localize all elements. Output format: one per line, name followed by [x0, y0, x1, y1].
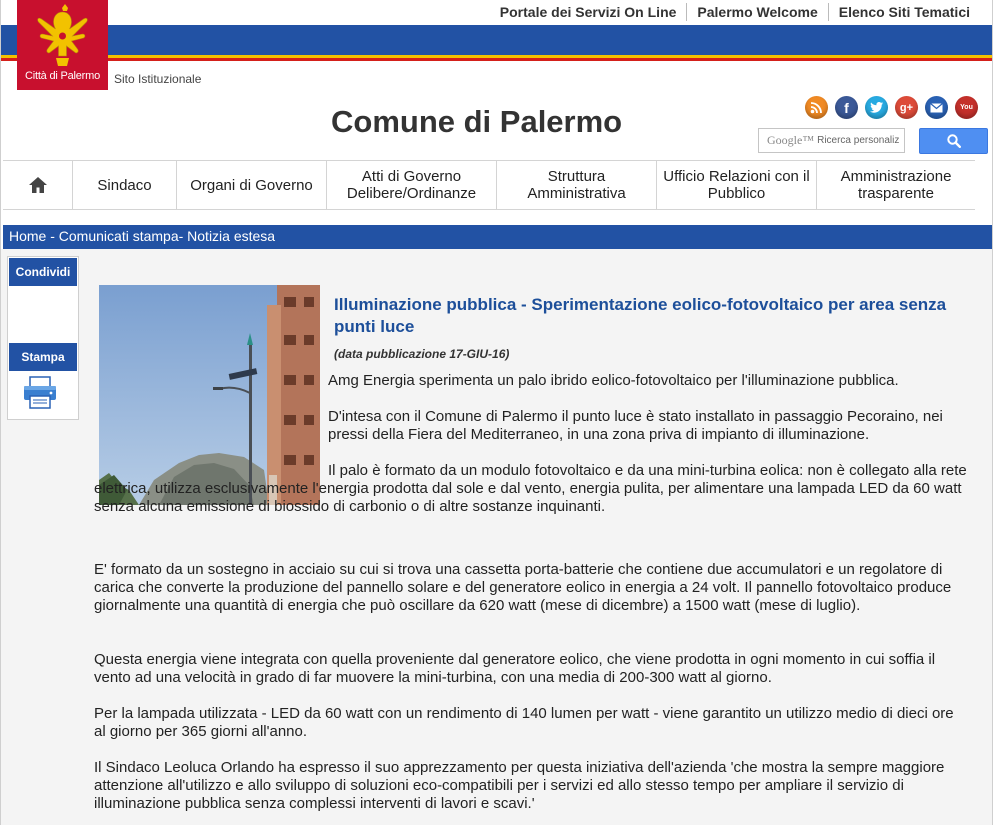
nav-urp[interactable]: Ufficio Relazioni con il Pubblico: [657, 161, 817, 209]
article-paragraph: Il palo è formato da un modulo fotovoltaico e da una mini-turbina eolica: non è collegato alla rete elettrica, utilizza esclusivamente l'energia prodotta dal sole e dal vento, energia pulita, per alimentare una lampada LED da 60 watt senza alcuna emissione di biossido di carbonio o di altre sostanze inquinanti.: [94, 462, 967, 515]
search-icon: [947, 134, 961, 148]
search-placeholder: Ricerca personaliz: [817, 135, 900, 146]
logo-text: Città di Palermo: [24, 70, 101, 82]
article-date: (data pubblicazione 17-GIU-16): [334, 347, 510, 361]
article-paragraph: E' formato da un sostegno in acciaio su cui si trova una cassetta porta-batterie che contiene due accumulatori e un regolatore di carica che converte la produzione del pannello solare e del generatore eolico in energia a 24 volt. Il pannello fotovoltaico produce giornalmente una quantità di energia che può oscillare da 620 watt (mese di dicembre) a 1500 watt (mese di luglio).: [94, 561, 952, 614]
google-label: Google™: [767, 133, 815, 147]
page-title: Comune di Palermo: [331, 104, 623, 139]
youtube-icon[interactable]: You: [955, 96, 978, 119]
twitter-icon[interactable]: [865, 96, 888, 119]
social-icons: [805, 96, 978, 119]
top-link-servizi-online[interactable]: Portale dei Servizi On Line: [499, 4, 677, 20]
top-link-siti-tematici[interactable]: Elenco Siti Tematici: [828, 3, 980, 21]
print-label[interactable]: Stampa: [9, 343, 77, 371]
article-paragraph: Per la lampada utilizzata - LED da 60 watt con un rendimento di 140 lumen per watt - viene garantito un utilizzo medio di dieci ore al giorno per 365 giorni all'anno.: [94, 705, 954, 740]
main-content: [1, 249, 993, 825]
header-band-blue: [1, 25, 17, 55]
article-paragraph: Amg Energia sperimenta un palo ibrido eolico-fotovoltaico per l'illuminazione pubblica.: [328, 372, 899, 389]
eagle-crest-icon: [17, 2, 108, 70]
header-band-red: [1, 58, 993, 61]
city-logo[interactable]: [17, 0, 108, 90]
search-button[interactable]: [919, 128, 988, 154]
nav-sindaco[interactable]: Sindaco: [73, 161, 177, 209]
search-input[interactable]: [758, 128, 905, 153]
email-icon[interactable]: [925, 96, 948, 119]
article-paragraph: Il Sindaco Leoluca Orlando ha espresso il suo apprezzamento per questa iniziativa dell'azienda 'che mostra la sempre maggiore attenzione all'utilizzo e allo sviluppo di soluzioni eco-compatibili per i servizi ed allo stesso tempo per ampliare il servizio di illuminazione pubblica senza complessi interventi di lavori e scavi.': [94, 759, 945, 812]
share-label[interactable]: Condividi: [9, 258, 77, 286]
site-label: Sito Istituzionale: [114, 72, 202, 86]
google-plus-icon[interactable]: g+: [895, 96, 918, 119]
main-nav: [3, 160, 975, 210]
printer-icon[interactable]: [22, 376, 58, 410]
article-paragraph: D'intesa con il Comune di Palermo il punto luce è stato installato in passaggio Pecoraino, nei pressi della Fiera del Mediterraneo, in una zona priva di impianto di illuminazione.: [328, 408, 943, 443]
nav-home[interactable]: [3, 161, 73, 209]
article-paragraph: Questa energia viene integrata con quella proveniente dal generatore eolico, che viene prodotta in ogni momento in cui soffia il vento ad una velocità in grado di far muovere la mini-turbina, con una media di 200-300 watt al giorno.: [94, 651, 936, 686]
nav-organi-di-governo[interactable]: Organi di Governo: [177, 161, 327, 209]
header-band-blue: [108, 25, 993, 55]
breadcrumb[interactable]: Home - Comunicati stampa- Notizia estesa: [9, 228, 276, 244]
facebook-icon[interactable]: f: [835, 96, 858, 119]
article-title: Illuminazione pubblica - Sperimentazione eolico-fotovoltaico per area senza punti luce: [334, 295, 947, 336]
share-sidebar: [7, 256, 79, 420]
breadcrumb-bar: [3, 225, 993, 249]
nav-amministrazione-trasparente[interactable]: Amministrazione trasparente: [840, 168, 952, 202]
top-link-palermo-welcome[interactable]: Palermo Welcome: [686, 3, 827, 21]
home-icon: [28, 176, 48, 194]
nav-atti-di-governo[interactable]: Atti di Governo Delibere/Ordinanze: [327, 161, 497, 209]
top-links: [490, 3, 980, 21]
nav-struttura-amministrativa[interactable]: Struttura Amministrativa: [497, 161, 657, 209]
rss-icon[interactable]: [805, 96, 828, 119]
